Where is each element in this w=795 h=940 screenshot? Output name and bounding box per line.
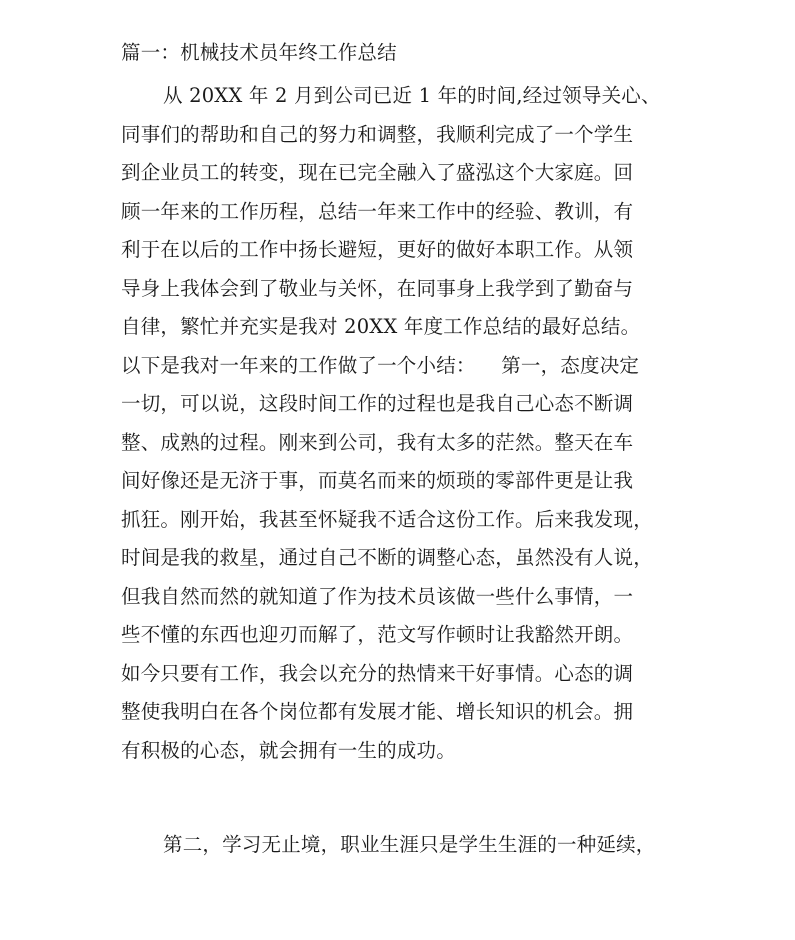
paragraph-line: 时间是我的救星，通过自己不断的调整心态，虽然没有人说， [121, 546, 653, 569]
document-title: 篇一：机械技术员年终工作总结 [121, 41, 397, 64]
paragraph-1 [121, 77, 681, 770]
paragraph-line: 以下是我对一年来的工作做了一个小结： 第一，态度决定 [121, 353, 640, 377]
paragraph-line: 同事们的帮助和自己的努力和调整，我顺利完成了一个学生 [121, 122, 634, 146]
paragraph-line: 抓狂。刚开始，我甚至怀疑我不适合这份工作。后来我发现， [121, 507, 653, 531]
paragraph-line: 第二，学习无止境，职业生涯只是学生生涯的一种延续， [163, 833, 656, 856]
paragraph-line: 一切，可以说，这段时间工作的过程也是我自己心态不断调 [121, 392, 634, 415]
paragraph-line: 导身上我体会到了敬业与关怀，在同事身上我学到了勤奋与 [121, 276, 634, 300]
paragraph-line: 整使我明白在各个岗位都有发展才能、增长知识的机会。拥 [121, 700, 634, 723]
paragraph-line: 但我自然而然的就知道了作为技术员该做一些什么事情，一 [121, 584, 634, 608]
paragraph-line: 从 20XX 年 2 月到公司已近 1 年的时间,经过领导关心、 [163, 84, 661, 107]
paragraph-line: 整、成熟的过程。刚来到公司，我有太多的茫然。整天在车 [121, 430, 634, 454]
paragraph-line: 有积极的心态，就会拥有一生的成功。 [121, 738, 456, 762]
paragraph-line: 如今只要有工作，我会以充分的热情来干好事情。心态的调 [121, 661, 634, 685]
paragraph-line: 顾一年来的工作历程，总结一年来工作中的经验、教训，有 [121, 199, 634, 223]
paragraph-line: 到企业员工的转变，现在已完全融入了盛泓这个大家庭。回 [121, 161, 634, 184]
paragraph-line: 自律，繁忙并充实是我对 20XX 年度工作总结的最好总结。 [121, 315, 641, 338]
paragraph-line: 利于在以后的工作中扬长避短，更好的做好本职工作。从领 [121, 238, 634, 261]
paragraph-line: 间好像还是无济于事，而莫名而来的烦琐的零部件更是让我 [121, 469, 634, 492]
paragraph-line: 些不懂的东西也迎刃而解了，范文写作顿时让我豁然开朗。 [121, 623, 634, 646]
paragraph-2 [121, 826, 681, 865]
